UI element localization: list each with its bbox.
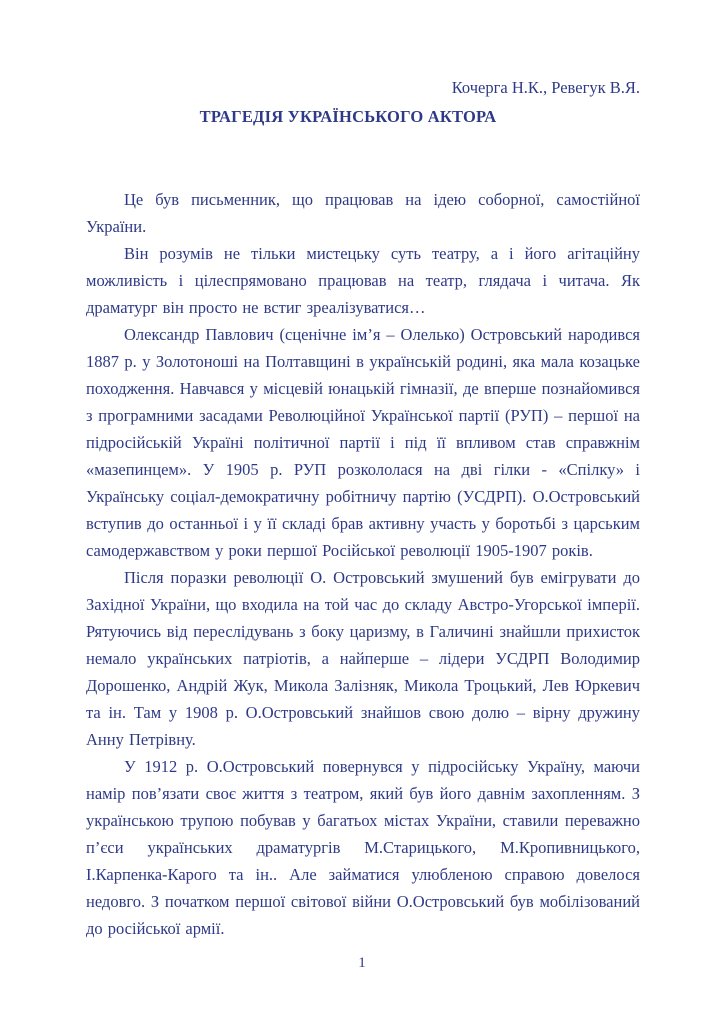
page-number: 1 [358, 955, 366, 971]
author-line: Кочерга Н.К., Ревегук В.Я. [451, 78, 640, 97]
paragraph: У 1912 р. О.Островський повернувся у підросійську Україну, маючи намір пов’язати своє життя з театром, який був його давнім захопленням. З українською трупою побував у багатьох містах України, ставили переважно п’єси українських драматургів М.Старицького, М.Кропивницького, І.Карпенка-Карого та ін.. Але займатися улюбленою справою довелося недовго. З початком першої світової війни О.Островський був мобілізований до російської армії. [86, 757, 640, 938]
paragraph: Це був письменник, що працював на ідею соборної, самостійної України. [86, 190, 640, 236]
paragraph: Після поразки революції О. Островський змушений був емігрувати до Західної України, що входила на той час до складу Австро-Угорської імперії. Рятуючись від переслідувань з боку царизму, в Галичині знайшли прихисток немало українських патріотів, а найперше – лідери УСДРП Володимир Дорошенко, Андрій Жук, Микола Залізняк, Микола Троцький, Лев Юркевич та ін. Там у 1908 р. О.Островський знайшов свою долю – вірну дружину Анну Петрівну. [86, 568, 640, 749]
document-body [86, 186, 640, 942]
document-title: ТРАГЕДІЯ УКРАЇНСЬКОГО АКТОРА [199, 107, 497, 126]
paragraph: Він розумів не тільки мистецьку суть театру, а і його агітаційну можливість і цілеспрямовано працював на театр, глядача і читача. Як драматург він просто не встиг зреалізуватися… [86, 244, 640, 317]
paragraph: Олександр Павлович (сценічне ім’я – Олелько) Островський народився 1887 р. у Золотоноші на Полтавщині в українській родині, яка мала козацьке походження. Навчався у місцевій юнацькій гімназії, де вперше познайомився з програмними засадами Революційної Української партії (РУП) – першої на підросійській Україні політичної партії і під її впливом став справжнім «мазепинцем». У 1905 р. РУП розкололася на дві гілки - «Спілку» і Українську соціал-демократичну робітничу партію (УСДРП). О.Островський вступив до останньої і у її складі брав активну участь у боротьбі з царським самодержавством у роки першої Російської революції 1905-1907 років. [86, 325, 640, 560]
